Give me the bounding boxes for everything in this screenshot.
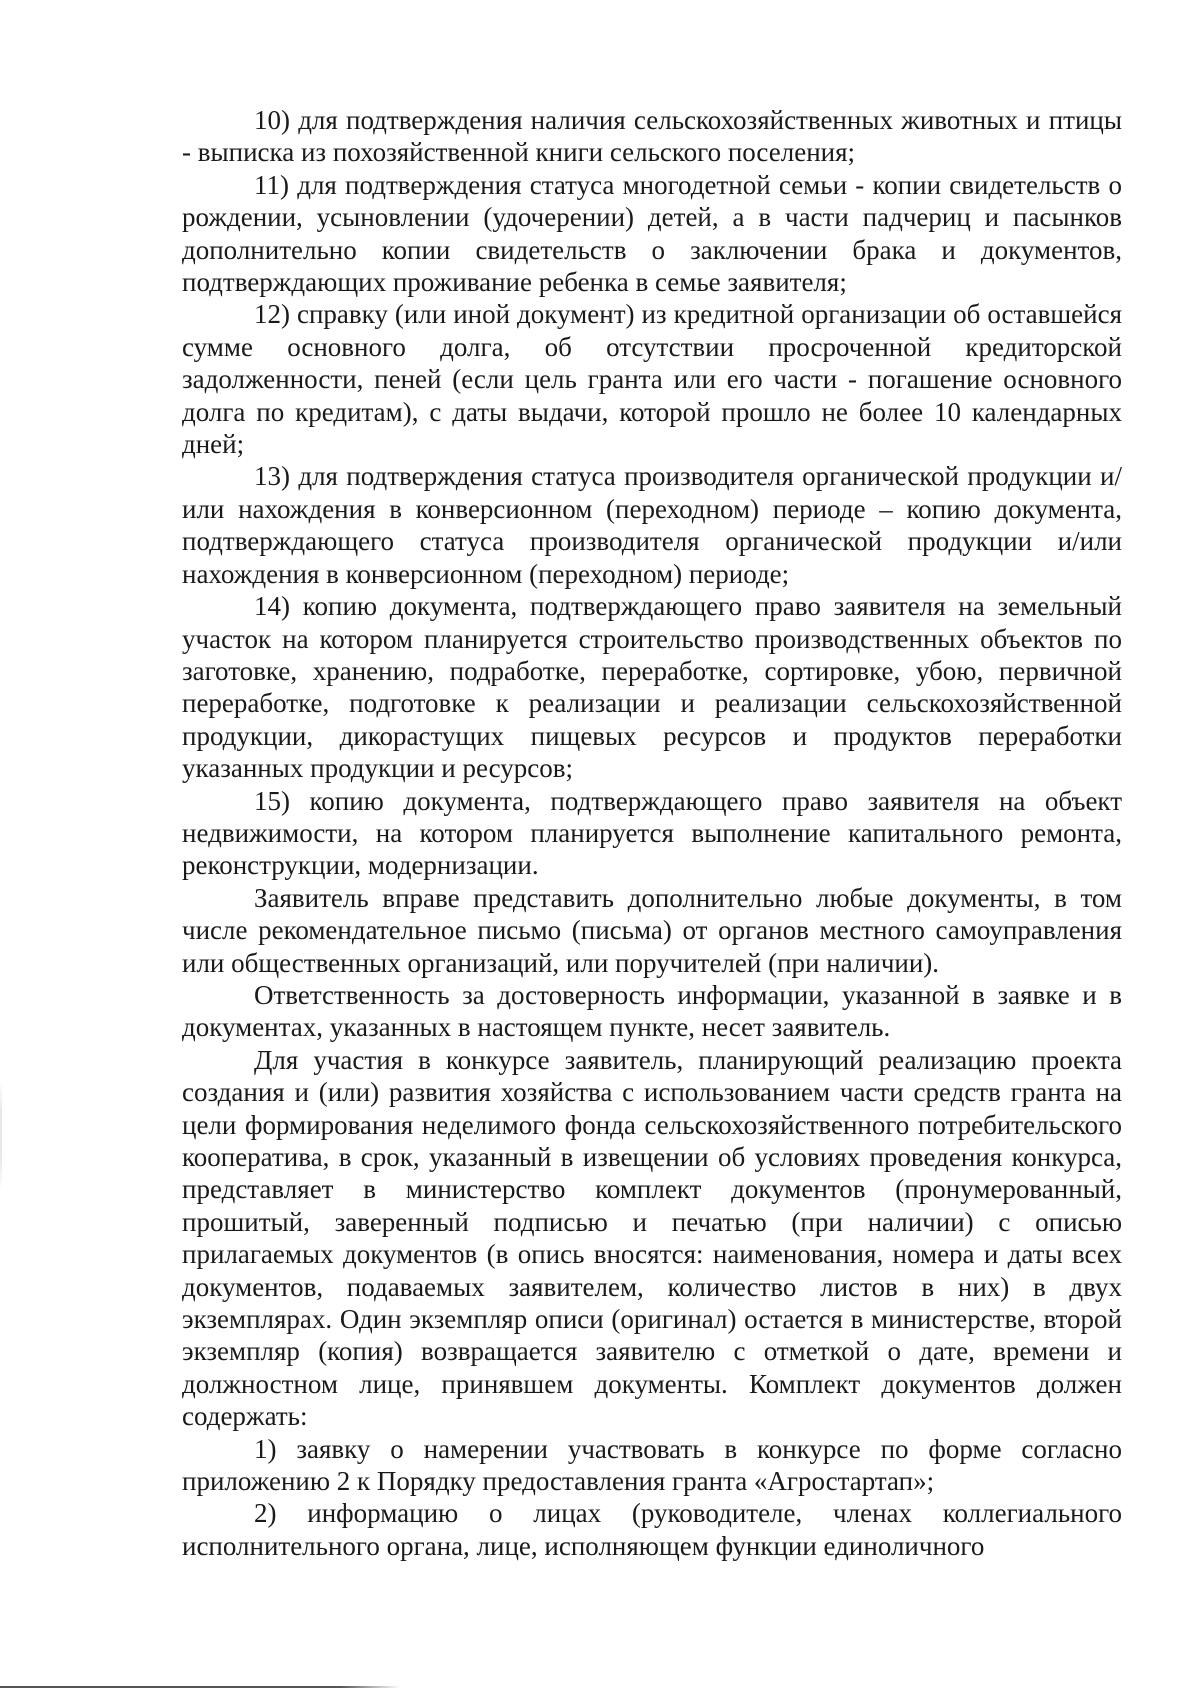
document-body xyxy=(182,104,1122,1562)
paragraph-item-11: 11) для подтверждения статуса многодетной семьи - копии свидетельств о рождении, усыновлении (удочерении) детей, а в части падчериц и пасынков дополнительно копии свидетельств о заключении брака и документов, подтверждающих проживание ребенка в семье заявителя; xyxy=(182,169,1122,298)
paragraph-item-10: 10) для подтверждения наличия сельскохозяйственных животных и птицы - выписка из похозяйственной книги сельского поселения; xyxy=(182,105,1122,168)
bottom-scan-rule xyxy=(0,1686,400,1688)
paragraph-item-12: 12) справку (или иной документ) из кредитной организации об оставшейся сумме основного долга, об отсутствии просроченной кредиторской задолженности, пеней (если цель гранта или его части - погашение основного долга по кредитам), с даты выдачи, которой прошло не более 10 календарных дней; xyxy=(182,299,1122,460)
paragraph-responsibility: Ответственность за достоверность информации, указанной в заявке и в документах, указанных в настоящем пункте, несет заявитель. xyxy=(182,979,1122,1043)
paragraph-item-14: 14) копию документа, подтверждающего право заявителя на земельный участок на котором планируется строительство производственных объектов по заготовке, хранению, подработке, переработке, сортировке, убою, первичной переработке, подготовке к реализации и реализации сельскохозяйственной продукции, дикорастущих пищевых ресурсов и продуктов переработки указанных продукции и ресурсов; xyxy=(182,591,1122,784)
paragraph-list-item-2: 2) информацию о лицах (руководителе, членах коллегиального исполнительного органа, лице, исполняющем функции единоличного xyxy=(182,1498,1122,1561)
paragraph-item-13: 13) для подтверждения статуса производителя органической продукции и/или нахождения в конверсионном (переходном) периоде – копию документа, подтверждающего статуса производителя органической продукции и/или нахождения в конверсионном (переходном) периоде; xyxy=(182,461,1122,589)
paragraph-additional-documents: Заявитель вправе представить дополнительно любые документы, в том числе рекомендательное письмо (письма) от органов местного самоуправления или общественных организаций, или поручителей (при наличии). xyxy=(182,882,1122,978)
paragraph-item-15: 15) копию документа, подтверждающего право заявителя на объект недвижимости, на котором планируется выполнение капитального ремонта, реконструкции, модернизации. xyxy=(182,785,1122,881)
scan-edge-mark xyxy=(0,1080,2,1190)
paragraph-cooperative-participation: Для участия в конкурсе заявитель, планирующий реализацию проекта создания и (или) развития хозяйства с использованием части средств гранта на цели формирования неделимого фонда сельскохозяйственного потребительского кооператива, в срок, указанный в извещении об условиях проведения конкурса, представляет в министерство комплект документов (пронумерованный, прошитый, заверенный подписью и печатью (при наличии) с описью прилагаемых документов (в опись вносятся: наименования, номера и даты всех документов, подаваемых заявителем, количество листов в них) в двух экземплярах. Один экземпляр описи (оригинал) остается в министерстве, второй экземпляр (копия) возвращается заявителю с отметкой о дате, времени и должностном лице, принявшем документы. Комплект документов должен содержать: xyxy=(182,1044,1122,1432)
paragraph-list-item-1: 1) заявку о намерении участвовать в конкурсе по форме согласно приложению 2 к Порядку предоставления гранта «Агростартап»; xyxy=(182,1433,1122,1497)
